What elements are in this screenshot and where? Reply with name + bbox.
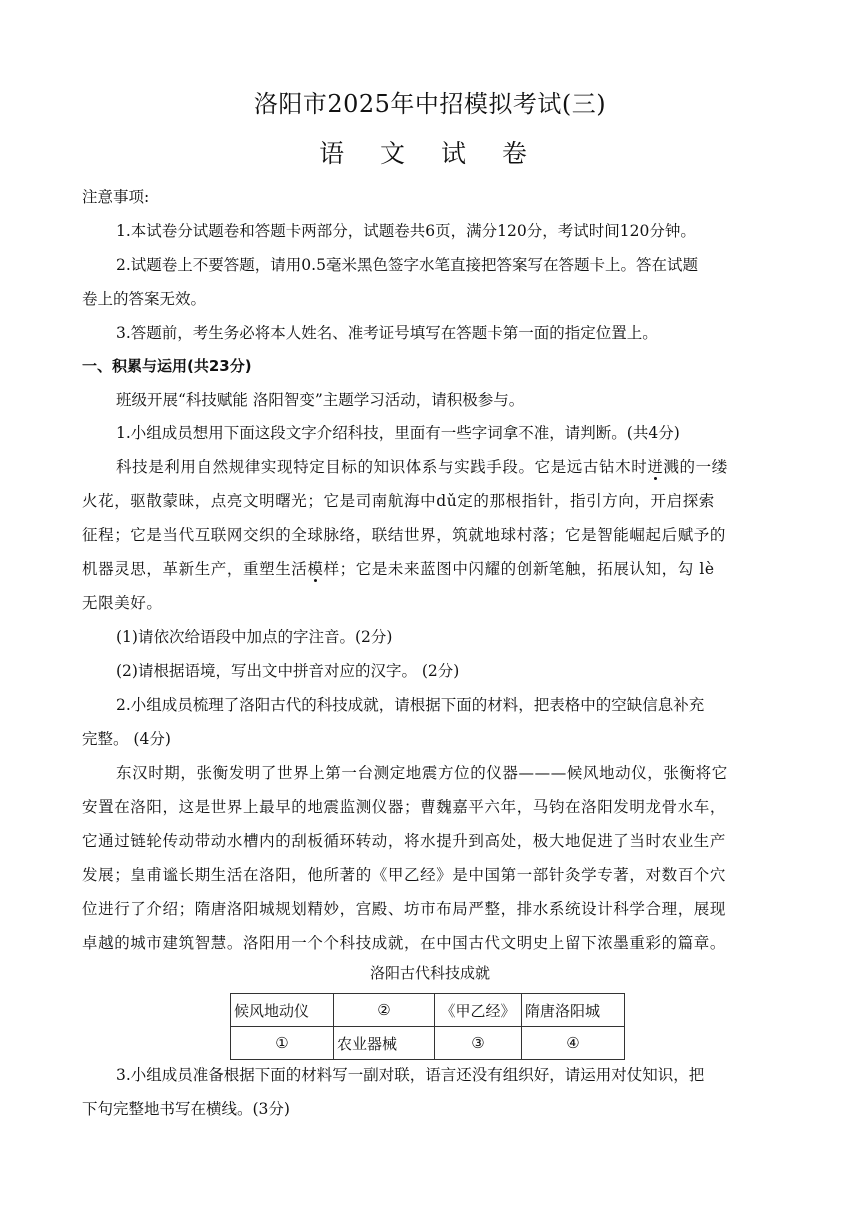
section-heading: 一、积累与运用(共23分) (82, 357, 252, 375)
table-cell: 《甲乙经》 (435, 994, 522, 1027)
question-3-stem-line-1: 3.小组成员准备根据下面的材料写一副对联，语言还没有组织好，请运用对仗知识，把 (116, 1066, 705, 1084)
question-3-stem-line-2: 下句完整地书写在横线。(3分) (82, 1100, 290, 1118)
passage-text: 科技是利用自然规律实现特定目标的知识体系与实践手段。它是远古钻木时 (116, 458, 648, 476)
table-cell: ② (334, 994, 435, 1027)
notice-item-3: 3.答题前，考生务必将本人姓名、准考证号填写在答题卡第一面的指定位置上。 (116, 324, 658, 342)
passage-text: 溅的一缕 (663, 458, 728, 476)
question-1-sub-2: (2)请根据语境，写出文中拼音对应的汉字。 (2分) (116, 662, 460, 680)
exam-subtitle: 语 文 试 卷 (319, 139, 541, 168)
material-line-4: 发展；皇甫谧长期生活在洛阳，他所著的《甲乙经》是中国第一部针灸学专著，对数百个穴 (82, 866, 727, 884)
passage-line-3: 征程；它是当代互联网交织的全球脉络，联结世界，筑就地球村落；它是智能崛起后赋予的 (82, 526, 727, 544)
question-1-stem: 1.小组成员想用下面这段文字介绍科技，里面有一些字词拿不准，请判断。(共4分) (116, 424, 680, 442)
question-1-sub-1: (1)请依次给语段中加点的字注音。(2分) (116, 628, 393, 646)
passage-line-1 (116, 457, 728, 477)
tech-table (230, 993, 625, 1060)
passage-line-4 (82, 559, 715, 579)
material-line-2: 安置在洛阳，这是世界上最早的地震监测仪器；曹魏嘉平六年，马钧在洛阳发明龙骨水车， (82, 798, 727, 816)
table-cell: ④ (522, 1027, 625, 1060)
dotted-char: 模 (307, 560, 324, 578)
table-cell: 候风地动仪 (231, 994, 334, 1027)
question-2-stem-line-2: 完整。 (4分) (82, 730, 171, 748)
table-cell: ① (231, 1027, 334, 1060)
notice-item-2-line-1 (116, 255, 778, 275)
section-intro: 班级开展“科技赋能 洛阳智变”主题学习活动，请积极参与。 (116, 391, 525, 409)
table-cell: 农业器械 (334, 1027, 435, 1060)
material-line-3: 它通过链轮传动带动水槽内的刮板循环转动，将水提升到高处，极大地促进了当时农业生产 (82, 832, 727, 850)
dotted-char: 迸 (647, 458, 664, 476)
table-caption: 洛阳古代科技成就 (369, 964, 490, 982)
table-row (231, 1027, 625, 1060)
notice-item-2-text: 2.试题卷上不要答题，请用0.5毫米黑色签字水笔直接把答案写在答题卡上。答在试题 (116, 256, 698, 274)
notice-item-1: 1.本试卷分试题卷和答题卡两部分，试题卷共6页，满分120分，考试时间120分钟。 (116, 222, 696, 240)
material-line-6: 卓越的城市建筑智慧。洛阳用一个个科技成就，在中国古代文明史上留下浓墨重彩的篇章。 (82, 934, 727, 952)
passage-line-5: 无限美好。 (82, 594, 163, 612)
material-line-1: 东汉时期，张衡发明了世界上第一台测定地震方位的仪器———候风地动仪，张衡将它 (116, 764, 728, 782)
notice-item-2-line-2: 卷上的答案无效。 (82, 290, 207, 308)
passage-text: 机器灵思，革新生产，重塑生活 (82, 560, 308, 578)
passage-line-2: 火花，驱散蒙昧，点亮文明曙光；它是司南航海中dǔ定的那根指针，指引方向，开启探索 (82, 492, 715, 510)
table-cell: ③ (435, 1027, 522, 1060)
passage-text: 样；它是未来蓝图中闪耀的创新笔触，拓展认知，勾 lè (323, 560, 715, 578)
question-2-stem-line-1: 2.小组成员梳理了洛阳古代的科技成就，请根据下面的材料，把表格中的空缺信息补充 (116, 696, 705, 714)
table-row (231, 994, 625, 1027)
notice-heading: 注意事项: (82, 188, 150, 206)
exam-title: 洛阳市2025年中招模拟考试(三) (253, 90, 607, 118)
table-cell: 隋唐洛阳城 (522, 994, 625, 1027)
material-line-5: 位进行了介绍；隋唐洛阳城规划精妙，宫殿、坊市布局严整，排水系统设计科学合理，展现 (82, 900, 727, 918)
